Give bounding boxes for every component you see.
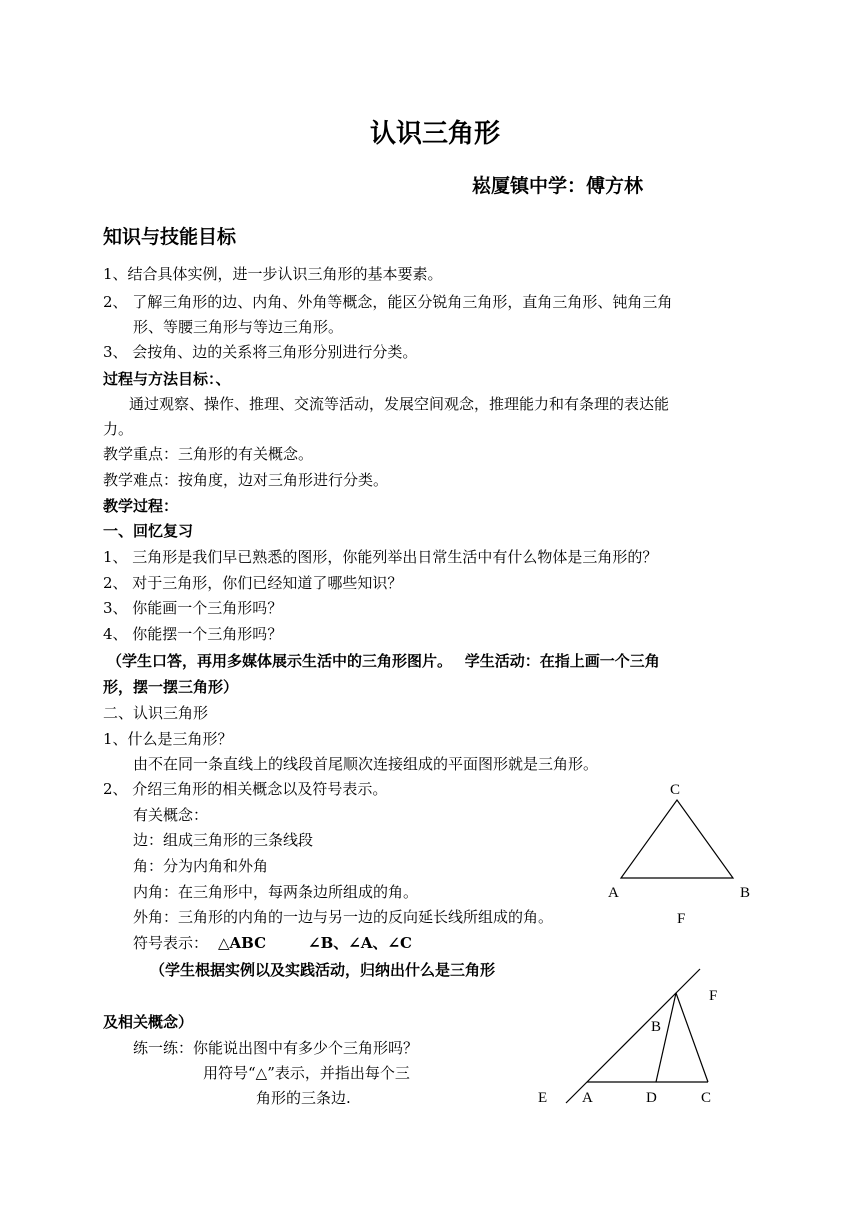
label-a: A bbox=[608, 885, 619, 901]
exercise-text: 练一练：你能说出图中有多少个三角形吗？ bbox=[133, 1039, 419, 1057]
section2-heading: 二、认识三角形 bbox=[103, 704, 209, 722]
label-d: D bbox=[646, 1090, 657, 1106]
review-question: 2、 对于三角形，你们已经知道了哪些知识？ bbox=[103, 574, 403, 592]
summary-note: 及相关概念） bbox=[103, 1013, 194, 1031]
difficult-point: 教学难点：按角度，边对三角形进行分类。 bbox=[103, 471, 389, 489]
knowledge-item: 2、 了解三角形的边、内角、外角等概念，能区分锐角三角形，直角三角形、钝角三角 bbox=[103, 293, 673, 311]
exercise-text: 角形的三条边. bbox=[256, 1089, 351, 1107]
process-text: 通过观察、操作、推理、交流等活动，发展空间观念，推理能力和有条理的表达能 bbox=[129, 395, 670, 413]
what-is-question: 1、什么是三角形？ bbox=[103, 730, 233, 748]
knowledge-heading: 知识与技能目标 bbox=[103, 226, 237, 248]
label-b: B bbox=[740, 885, 751, 901]
line-ef bbox=[566, 969, 700, 1103]
concepts-label: 有关概念： bbox=[133, 806, 209, 824]
activity-note: 形，摆一摆三角形） bbox=[103, 678, 239, 696]
page-title: 认识三角形 bbox=[370, 119, 501, 149]
activity-note: （学生口答，再用多媒体展示生活中的三角形图片。 学生活动：在指上画一个三角 bbox=[107, 652, 660, 670]
concept-exterior: 外角：三角形的内角的一边与另一边的反向延长线所组成的角。 bbox=[133, 908, 554, 926]
label-c: C bbox=[670, 782, 681, 798]
author-line: 崧厦镇中学：傅方林 bbox=[472, 175, 644, 197]
concept-side: 边：组成三角形的三条线段 bbox=[133, 831, 314, 849]
review-question: 4、 你能摆一个三角形吗？ bbox=[103, 625, 283, 643]
symbol-triangle: △ABC bbox=[218, 934, 267, 952]
label-f: F bbox=[709, 988, 718, 1004]
teaching-heading: 教学过程： bbox=[103, 497, 179, 515]
key-point: 教学重点：三角形的有关概念。 bbox=[103, 445, 314, 463]
label-a: A bbox=[582, 1090, 593, 1106]
label-f: F bbox=[677, 911, 686, 927]
knowledge-item: 形、等腰三角形与等边三角形。 bbox=[133, 318, 344, 336]
concept-interior: 内角：在三角形中，每两条边所组成的角。 bbox=[133, 883, 419, 901]
process-heading: 过程与方法目标：、 bbox=[103, 370, 231, 388]
summary-note: （学生根据实例以及实践活动，归纳出什么是三角形 bbox=[150, 961, 496, 979]
knowledge-item: 3、 会按角、边的关系将三角形分别进行分类。 bbox=[103, 343, 418, 361]
segment-bd bbox=[656, 993, 676, 1082]
knowledge-item: 1、结合具体实例，进一步认识三角形的基本要素。 bbox=[103, 265, 443, 283]
process-text: 力。 bbox=[103, 420, 134, 438]
triangle-abc-figure bbox=[621, 800, 733, 878]
concept-angle: 角：分为内角和外角 bbox=[133, 857, 269, 875]
exercise-figure bbox=[566, 969, 708, 1103]
review-question: 3、 你能画一个三角形吗？ bbox=[103, 599, 283, 617]
label-b: B bbox=[651, 1019, 662, 1035]
segment-bc bbox=[676, 993, 708, 1082]
intro-concepts: 2、 介绍三角形的相关概念以及符号表示。 bbox=[103, 780, 388, 798]
exercise-text: 用符号“△”表示，并指出每个三 bbox=[203, 1064, 410, 1082]
symbol-angles: ∠B、∠A、∠C bbox=[308, 934, 412, 952]
triangle-abc bbox=[621, 800, 733, 878]
label-c: C bbox=[701, 1090, 712, 1106]
label-e: E bbox=[538, 1090, 548, 1106]
symbol-label: 符号表示： bbox=[133, 934, 209, 952]
section1-heading: 一、回忆复习 bbox=[103, 522, 194, 540]
review-question: 1、 三角形是我们早已熟悉的图形，你能列举出日常生活中有什么物体是三角形的？ bbox=[103, 548, 658, 566]
definition-text: 由不在同一条直线上的线段首尾顺次连接组成的平面图形就是三角形。 bbox=[133, 755, 599, 773]
